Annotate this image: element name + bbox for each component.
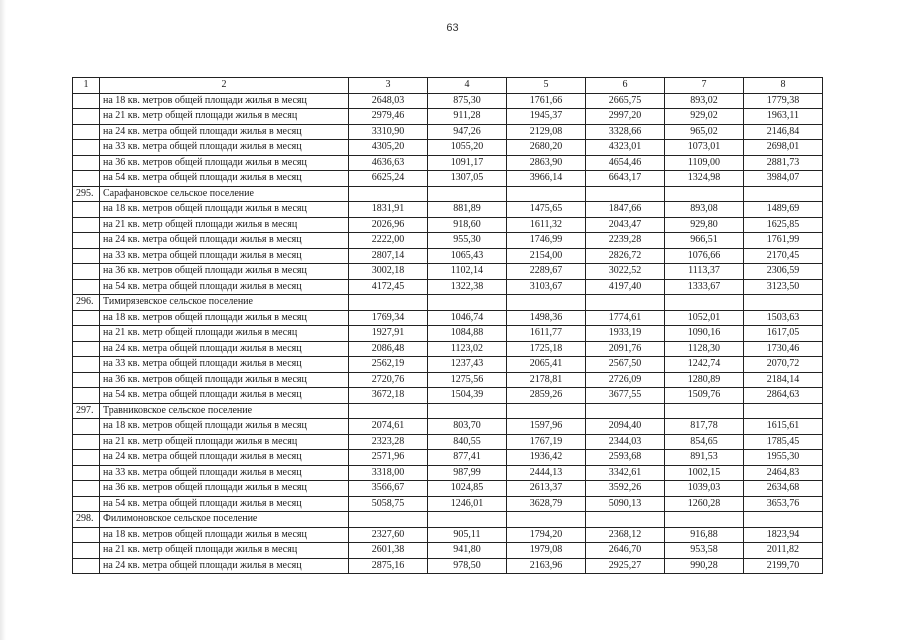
value-cell: 1767,19 (507, 434, 586, 450)
section-row (73, 512, 823, 528)
table-row (73, 558, 823, 574)
value-cell: 1785,45 (744, 434, 823, 450)
page-number: 63 (446, 22, 459, 34)
row-label: на 21 кв. метр общей площади жилья в месяц (100, 326, 349, 342)
row-label: на 54 кв. метра общей площади жилья в месяц (100, 496, 349, 512)
value-cell: 2864,63 (744, 388, 823, 404)
value-cell: 1725,18 (507, 341, 586, 357)
row-label: на 24 кв. метра общей площади жилья в месяц (100, 341, 349, 357)
row-number (73, 202, 100, 218)
row-label: на 33 кв. метра общей площади жилья в месяц (100, 465, 349, 481)
value-cell: 2043,47 (586, 217, 665, 233)
row-number (73, 357, 100, 373)
value-cell: 2726,09 (586, 372, 665, 388)
value-cell: 893,08 (665, 202, 744, 218)
row-label: на 18 кв. метров общей площади жилья в месяц (100, 527, 349, 543)
value-cell: 1979,08 (507, 543, 586, 559)
value-cell: 1128,30 (665, 341, 744, 357)
row-number (73, 155, 100, 171)
value-cell: 1113,37 (665, 264, 744, 280)
row-number (73, 496, 100, 512)
section-row (73, 295, 823, 311)
value-cell (744, 186, 823, 202)
value-cell: 1475,65 (507, 202, 586, 218)
row-number (73, 543, 100, 559)
value-cell: 1746,99 (507, 233, 586, 249)
value-cell: 1052,01 (665, 310, 744, 326)
value-cell: 947,26 (428, 124, 507, 140)
row-number (73, 171, 100, 187)
table-header-row (73, 78, 823, 94)
value-cell: 2680,20 (507, 140, 586, 156)
column-header: 1 (73, 78, 100, 94)
value-cell: 2065,41 (507, 357, 586, 373)
value-cell: 1091,17 (428, 155, 507, 171)
value-cell: 916,88 (665, 527, 744, 543)
value-cell: 840,55 (428, 434, 507, 450)
row-label: на 18 кв. метров общей площади жилья в месяц (100, 93, 349, 109)
value-cell: 3653,76 (744, 496, 823, 512)
row-label: на 21 кв. метр общей площади жилья в месяц (100, 217, 349, 233)
value-cell: 891,53 (665, 450, 744, 466)
value-cell: 2011,82 (744, 543, 823, 559)
value-cell: 1324,98 (665, 171, 744, 187)
value-cell: 1090,16 (665, 326, 744, 342)
value-cell: 1503,63 (744, 310, 823, 326)
value-cell: 2464,83 (744, 465, 823, 481)
row-label: на 18 кв. метров общей площади жилья в месяц (100, 202, 349, 218)
row-number (73, 93, 100, 109)
value-cell: 2070,72 (744, 357, 823, 373)
value-cell: 3103,67 (507, 279, 586, 295)
table-row (73, 372, 823, 388)
row-label: на 21 кв. метр общей площади жилья в месяц (100, 109, 349, 125)
value-cell: 1509,76 (665, 388, 744, 404)
value-cell: 2979,46 (349, 109, 428, 125)
value-cell (507, 403, 586, 419)
value-cell: 1963,11 (744, 109, 823, 125)
value-cell: 990,28 (665, 558, 744, 574)
row-number (73, 372, 100, 388)
value-cell: 854,65 (665, 434, 744, 450)
value-cell: 2807,14 (349, 248, 428, 264)
row-number (73, 558, 100, 574)
value-cell: 2178,81 (507, 372, 586, 388)
value-cell: 929,80 (665, 217, 744, 233)
value-cell (586, 186, 665, 202)
settlement-name: Травниковское сельское поселение (100, 403, 349, 419)
table-row (73, 341, 823, 357)
value-cell: 3123,50 (744, 279, 823, 295)
value-cell: 2222,00 (349, 233, 428, 249)
column-header: 3 (349, 78, 428, 94)
value-cell: 4636,63 (349, 155, 428, 171)
row-number: 295. (73, 186, 100, 202)
value-cell: 1794,20 (507, 527, 586, 543)
value-cell: 3984,07 (744, 171, 823, 187)
value-cell: 911,28 (428, 109, 507, 125)
table-row (73, 124, 823, 140)
value-cell: 1237,43 (428, 357, 507, 373)
row-label: на 36 кв. метров общей площади жилья в месяц (100, 155, 349, 171)
value-cell: 2863,90 (507, 155, 586, 171)
row-number: 297. (73, 403, 100, 419)
value-cell: 2997,20 (586, 109, 665, 125)
settlement-name: Филимоновское сельское поселение (100, 512, 349, 528)
row-number (73, 326, 100, 342)
value-cell: 965,02 (665, 124, 744, 140)
value-cell: 817,78 (665, 419, 744, 435)
value-cell: 3342,61 (586, 465, 665, 481)
value-cell (507, 295, 586, 311)
value-cell (349, 512, 428, 528)
value-cell: 2665,75 (586, 93, 665, 109)
row-number (73, 264, 100, 280)
value-cell: 1065,43 (428, 248, 507, 264)
table-row (73, 155, 823, 171)
value-cell: 1123,02 (428, 341, 507, 357)
value-cell: 1504,39 (428, 388, 507, 404)
row-label: на 24 кв. метра общей площади жилья в месяц (100, 558, 349, 574)
value-cell: 2826,72 (586, 248, 665, 264)
value-cell: 881,89 (428, 202, 507, 218)
value-cell: 2593,68 (586, 450, 665, 466)
value-cell (744, 512, 823, 528)
table-row (73, 357, 823, 373)
value-cell: 4323,01 (586, 140, 665, 156)
row-label: на 33 кв. метра общей площади жилья в месяц (100, 248, 349, 264)
value-cell: 2199,70 (744, 558, 823, 574)
value-cell: 1831,91 (349, 202, 428, 218)
table-row (73, 434, 823, 450)
value-cell: 1823,94 (744, 527, 823, 543)
row-number (73, 217, 100, 233)
value-cell: 1615,61 (744, 419, 823, 435)
value-cell: 1761,66 (507, 93, 586, 109)
value-cell: 6643,17 (586, 171, 665, 187)
table-row (73, 233, 823, 249)
table-row (73, 109, 823, 125)
column-header: 5 (507, 78, 586, 94)
value-cell (349, 403, 428, 419)
value-cell: 2086,48 (349, 341, 428, 357)
value-cell: 3592,26 (586, 481, 665, 497)
row-label: на 33 кв. метра общей площади жилья в месяц (100, 357, 349, 373)
value-cell: 2881,73 (744, 155, 823, 171)
value-cell: 3318,00 (349, 465, 428, 481)
section-row (73, 186, 823, 202)
value-cell: 1024,85 (428, 481, 507, 497)
value-cell: 2094,40 (586, 419, 665, 435)
value-cell: 3310,90 (349, 124, 428, 140)
row-label: на 54 кв. метра общей площади жилья в месяц (100, 171, 349, 187)
value-cell: 4172,45 (349, 279, 428, 295)
row-label: на 18 кв. метров общей площади жилья в месяц (100, 310, 349, 326)
value-cell: 941,80 (428, 543, 507, 559)
value-cell: 1002,15 (665, 465, 744, 481)
row-number (73, 248, 100, 264)
value-cell: 2184,14 (744, 372, 823, 388)
value-cell: 2634,68 (744, 481, 823, 497)
value-cell: 2368,12 (586, 527, 665, 543)
value-cell: 2648,03 (349, 93, 428, 109)
value-cell: 1498,36 (507, 310, 586, 326)
table-row (73, 326, 823, 342)
table-row (73, 217, 823, 233)
row-number (73, 109, 100, 125)
column-header: 2 (100, 78, 349, 94)
value-cell: 1039,03 (665, 481, 744, 497)
value-cell: 1333,67 (665, 279, 744, 295)
value-cell: 1055,20 (428, 140, 507, 156)
table-row (73, 543, 823, 559)
row-number: 296. (73, 295, 100, 311)
row-number (73, 481, 100, 497)
value-cell: 1847,66 (586, 202, 665, 218)
row-number (73, 450, 100, 466)
value-cell: 2074,61 (349, 419, 428, 435)
row-number (73, 388, 100, 404)
value-cell: 1076,66 (665, 248, 744, 264)
value-cell: 1322,38 (428, 279, 507, 295)
table-row (73, 450, 823, 466)
row-label: на 24 кв. метра общей площади жилья в месяц (100, 450, 349, 466)
row-label: на 36 кв. метров общей площади жилья в месяц (100, 264, 349, 280)
value-cell: 1307,05 (428, 171, 507, 187)
value-cell: 1280,89 (665, 372, 744, 388)
value-cell: 3672,18 (349, 388, 428, 404)
table-row (73, 388, 823, 404)
value-cell: 2444,13 (507, 465, 586, 481)
value-cell: 1109,00 (665, 155, 744, 171)
value-cell: 2571,96 (349, 450, 428, 466)
row-label: на 33 кв. метра общей площади жилья в месяц (100, 140, 349, 156)
value-cell: 3628,79 (507, 496, 586, 512)
row-label: на 18 кв. метров общей площади жилья в месяц (100, 419, 349, 435)
value-cell (665, 186, 744, 202)
row-label: на 36 кв. метров общей площади жилья в месяц (100, 481, 349, 497)
value-cell: 877,41 (428, 450, 507, 466)
value-cell: 955,30 (428, 233, 507, 249)
value-cell: 2344,03 (586, 434, 665, 450)
value-cell (665, 403, 744, 419)
row-number (73, 527, 100, 543)
value-cell (428, 403, 507, 419)
table-row (73, 527, 823, 543)
row-number (73, 310, 100, 326)
value-cell: 3677,55 (586, 388, 665, 404)
value-cell: 1774,61 (586, 310, 665, 326)
value-cell: 2239,28 (586, 233, 665, 249)
tariff-table (72, 77, 823, 574)
value-cell (744, 403, 823, 419)
settlement-name: Сарафановское сельское поселение (100, 186, 349, 202)
table-row (73, 171, 823, 187)
value-cell: 1073,01 (665, 140, 744, 156)
value-cell: 2091,76 (586, 341, 665, 357)
table-row (73, 310, 823, 326)
value-cell: 2146,84 (744, 124, 823, 140)
value-cell: 1761,99 (744, 233, 823, 249)
table-row (73, 140, 823, 156)
table-row (73, 248, 823, 264)
value-cell: 803,70 (428, 419, 507, 435)
value-cell: 6625,24 (349, 171, 428, 187)
value-cell: 2875,16 (349, 558, 428, 574)
value-cell (428, 186, 507, 202)
value-cell (586, 512, 665, 528)
table-row (73, 465, 823, 481)
value-cell: 2289,67 (507, 264, 586, 280)
value-cell: 1955,30 (744, 450, 823, 466)
value-cell (428, 512, 507, 528)
value-cell: 1730,46 (744, 341, 823, 357)
value-cell: 875,30 (428, 93, 507, 109)
value-cell: 2646,70 (586, 543, 665, 559)
value-cell: 2562,19 (349, 357, 428, 373)
value-cell: 1936,42 (507, 450, 586, 466)
section-row (73, 403, 823, 419)
row-number (73, 279, 100, 295)
row-number (73, 434, 100, 450)
value-cell: 1275,56 (428, 372, 507, 388)
value-cell: 1084,88 (428, 326, 507, 342)
value-cell: 4305,20 (349, 140, 428, 156)
value-cell: 1260,28 (665, 496, 744, 512)
table-row (73, 93, 823, 109)
value-cell: 1779,38 (744, 93, 823, 109)
table-row (73, 496, 823, 512)
row-label: на 21 кв. метр общей площади жилья в месяц (100, 543, 349, 559)
value-cell: 987,99 (428, 465, 507, 481)
value-cell: 1611,32 (507, 217, 586, 233)
value-cell: 3002,18 (349, 264, 428, 280)
value-cell: 978,50 (428, 558, 507, 574)
value-cell: 1246,01 (428, 496, 507, 512)
table-row (73, 481, 823, 497)
value-cell: 966,51 (665, 233, 744, 249)
value-cell (428, 295, 507, 311)
value-cell: 2306,59 (744, 264, 823, 280)
value-cell: 953,58 (665, 543, 744, 559)
table-row (73, 202, 823, 218)
value-cell: 1046,74 (428, 310, 507, 326)
value-cell: 4654,46 (586, 155, 665, 171)
value-cell: 3566,67 (349, 481, 428, 497)
table-row (73, 279, 823, 295)
row-number: 298. (73, 512, 100, 528)
value-cell: 2327,60 (349, 527, 428, 543)
value-cell: 2613,37 (507, 481, 586, 497)
value-cell: 1242,74 (665, 357, 744, 373)
value-cell: 2925,27 (586, 558, 665, 574)
value-cell: 929,02 (665, 109, 744, 125)
value-cell (507, 512, 586, 528)
value-cell: 1611,77 (507, 326, 586, 342)
value-cell: 893,02 (665, 93, 744, 109)
value-cell (586, 295, 665, 311)
row-label: на 24 кв. метра общей площади жилья в месяц (100, 233, 349, 249)
row-number (73, 419, 100, 435)
value-cell (665, 295, 744, 311)
value-cell (665, 512, 744, 528)
value-cell: 3022,52 (586, 264, 665, 280)
value-cell (349, 186, 428, 202)
value-cell: 905,11 (428, 527, 507, 543)
table-row (73, 419, 823, 435)
value-cell: 4197,40 (586, 279, 665, 295)
value-cell: 2859,26 (507, 388, 586, 404)
value-cell: 5058,75 (349, 496, 428, 512)
value-cell: 2154,00 (507, 248, 586, 264)
value-cell: 2567,50 (586, 357, 665, 373)
value-cell: 1945,37 (507, 109, 586, 125)
settlement-name: Тимирязевское сельское поселение (100, 295, 349, 311)
column-header: 8 (744, 78, 823, 94)
row-label: на 36 кв. метров общей площади жилья в месяц (100, 372, 349, 388)
value-cell: 2129,08 (507, 124, 586, 140)
value-cell: 2170,45 (744, 248, 823, 264)
row-number (73, 465, 100, 481)
value-cell: 2601,38 (349, 543, 428, 559)
value-cell: 1617,05 (744, 326, 823, 342)
column-header: 7 (665, 78, 744, 94)
value-cell: 1927,91 (349, 326, 428, 342)
value-cell: 918,60 (428, 217, 507, 233)
value-cell: 3966,14 (507, 171, 586, 187)
row-label: на 54 кв. метра общей площади жилья в месяц (100, 388, 349, 404)
value-cell: 1625,85 (744, 217, 823, 233)
value-cell: 1597,96 (507, 419, 586, 435)
value-cell: 2698,01 (744, 140, 823, 156)
column-header: 6 (586, 78, 665, 94)
row-number (73, 341, 100, 357)
value-cell (507, 186, 586, 202)
value-cell: 5090,13 (586, 496, 665, 512)
value-cell: 1933,19 (586, 326, 665, 342)
value-cell: 2163,96 (507, 558, 586, 574)
row-number (73, 124, 100, 140)
table-row (73, 264, 823, 280)
value-cell (744, 295, 823, 311)
value-cell: 1489,69 (744, 202, 823, 218)
scan-edge-shadow (0, 0, 6, 640)
value-cell: 2323,28 (349, 434, 428, 450)
row-number (73, 140, 100, 156)
value-cell (586, 403, 665, 419)
row-label: на 24 кв. метра общей площади жилья в месяц (100, 124, 349, 140)
value-cell: 1769,34 (349, 310, 428, 326)
value-cell: 2720,76 (349, 372, 428, 388)
row-label: на 21 кв. метр общей площади жилья в месяц (100, 434, 349, 450)
row-number (73, 233, 100, 249)
value-cell: 2026,96 (349, 217, 428, 233)
value-cell: 1102,14 (428, 264, 507, 280)
value-cell (349, 295, 428, 311)
row-label: на 54 кв. метра общей площади жилья в месяц (100, 279, 349, 295)
value-cell: 3328,66 (586, 124, 665, 140)
column-header: 4 (428, 78, 507, 94)
